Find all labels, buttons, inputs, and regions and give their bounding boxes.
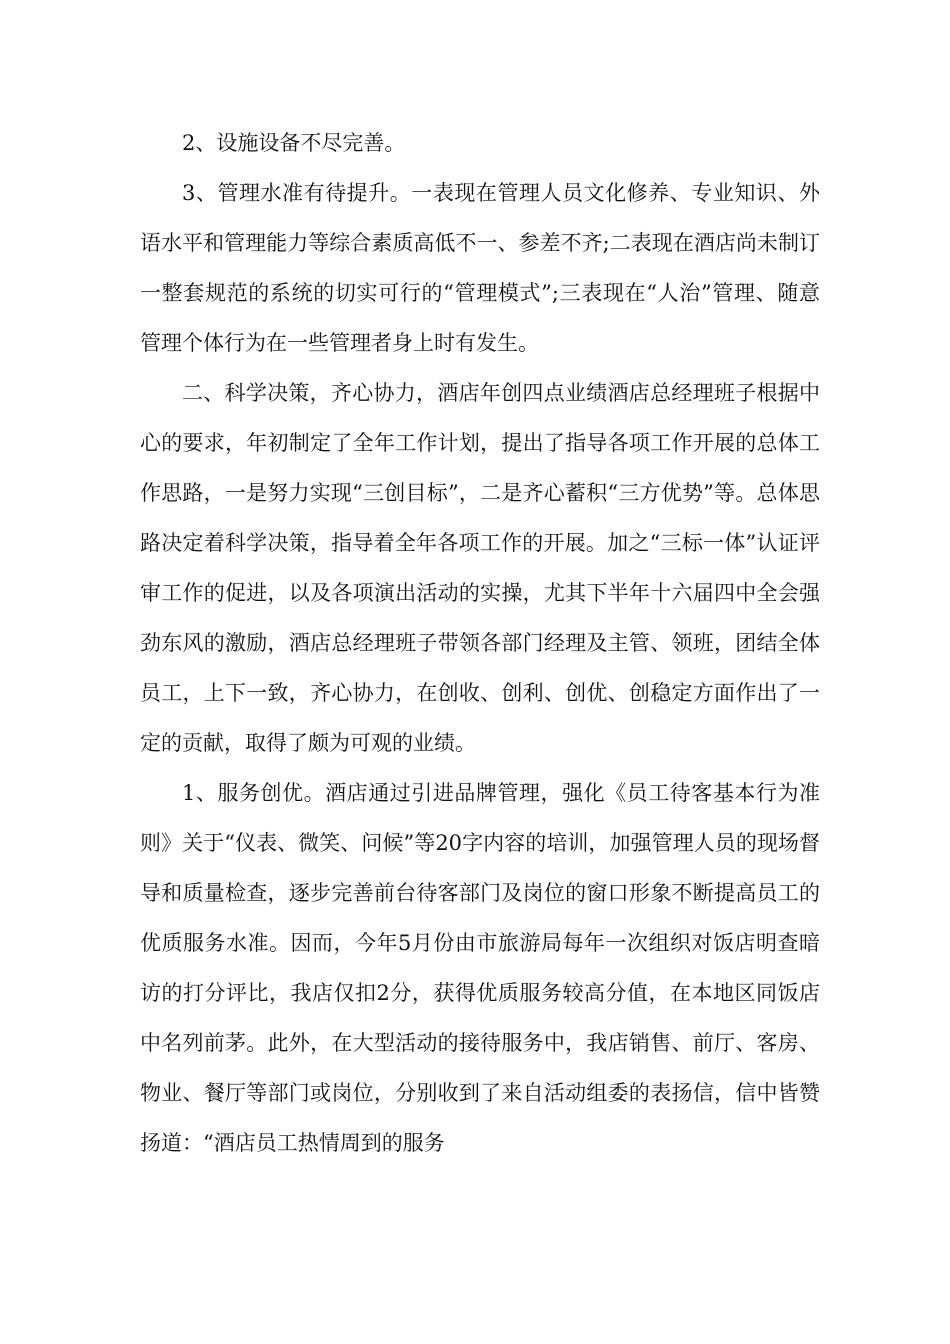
paragraph-facilities: 2、设施设备不尽完善。	[182, 131, 406, 155]
paragraph-scientific-decision: 二、科学决策，齐心协力，酒店年创四点业绩酒店总经理班子根据中心的要求，年初制定了全年工作计划，提出了指导各项工作开展的总体工作思路，一是努力实现“三创目标”，二是齐心蓄积“三方优势”等。总体思路决定着科学决策，指导着全年各项工作的开展。加之“三标一体”认证评审工作的促进，以及各项演出活动的实操，尤其下半年十六届四中全会强劲东风的激励，酒店总经理班子带领各部门经理及主管、领班，团结全体员工，上下一致，齐心协力，在创收、创利、创优、创稳定方面作出了一定的贡献，取得了颇为可观的业绩。	[140, 381, 820, 755]
paragraph-service-excellence: 1、服务创优。酒店通过引进品牌管理，强化《员工待客基本行为准则》关于“仪表、微笑、问候”等20字内容的培训，加强管理人员的现场督导和质量检查，逐步完善前台待客部门及岗位的窗口形象不断提高员工的优质服务水准。因而，今年5月份由市旅游局每年一次组织对饭店明查暗访的打分评比，我店仅扣2分，获得优质服务较高分值，在本地区同饭店中名列前茅。此外，在大型活动的接待服务中，我店销售、前厅、客房、物业、餐厅等部门或岗位，分别收到了来自活动组委的表扬信，信中皆赞扬道：“酒店员工热情周到的服务	[140, 781, 820, 1155]
document-body	[140, 118, 820, 1168]
paragraph-management-level: 3、管理水准有待提升。一表现在管理人员文化修养、专业知识、外语水平和管理能力等综合素质高低不一、参差不齐;二表现在酒店尚未制订一整套规范的系统的切实可行的“管理模式”;三表现在“人治”管理、随意管理个体行为在一些管理者身上时有发生。	[140, 181, 820, 355]
